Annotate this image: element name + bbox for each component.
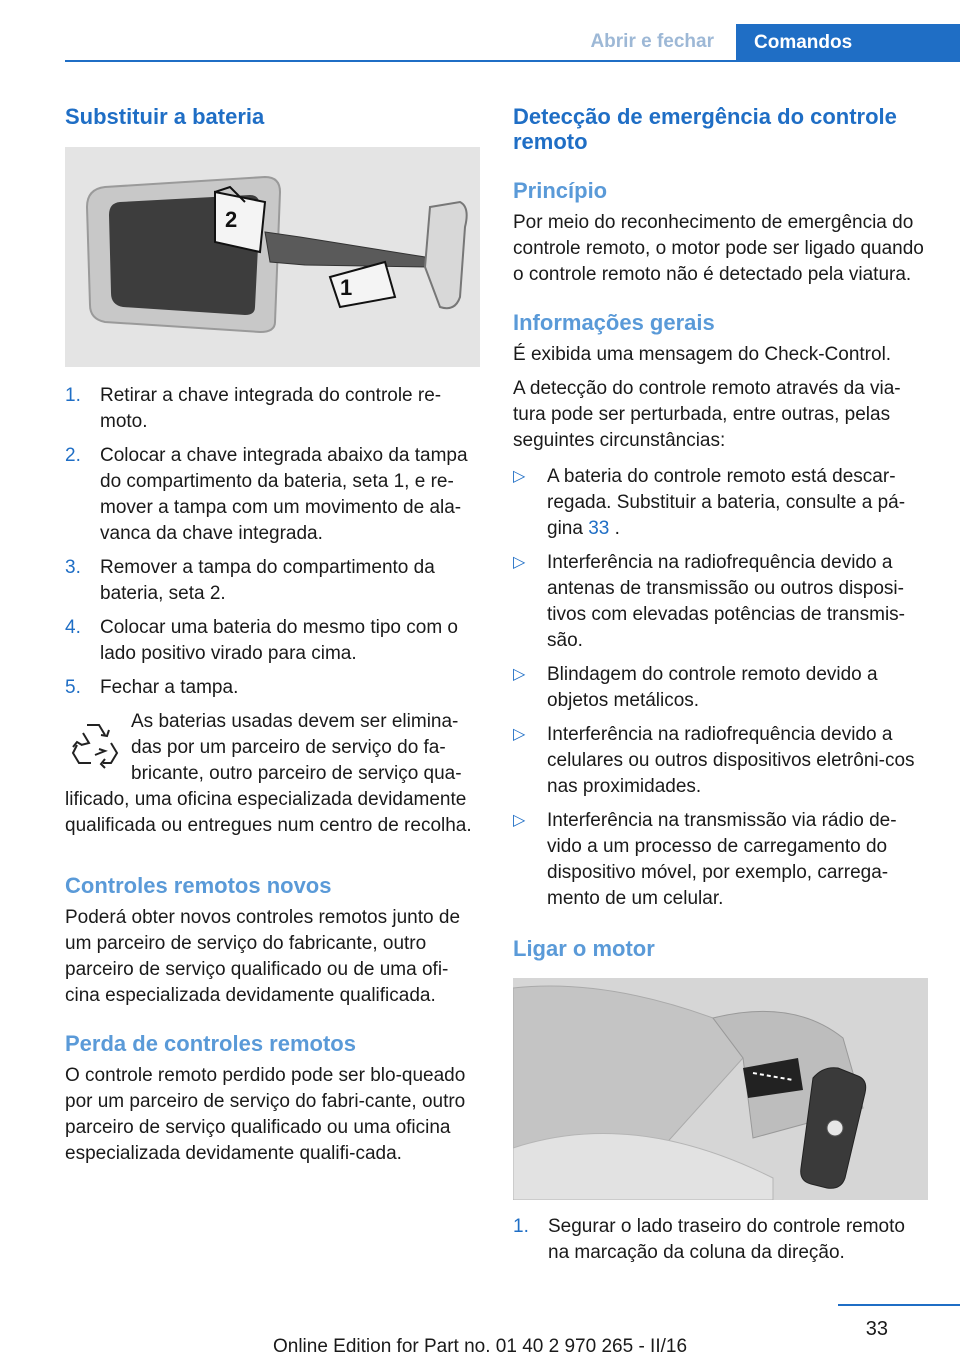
recycle-icon	[65, 715, 121, 771]
step-number: 2.	[65, 445, 81, 466]
bullet-text-after: .	[609, 518, 620, 539]
principle-title: Princípio	[513, 178, 608, 203]
right-column	[513, 100, 928, 1274]
step-number: 4.	[65, 617, 81, 638]
start-engine-title: Ligar o motor	[513, 936, 655, 961]
lost-remotes-text: O controle remoto perdido pode ser blo‐queado por um parceiro de serviço do fabri‐cante, outro parceiro de serviço qualificado ou uma oficina especializada devidamente qualifi‐cada.	[65, 1065, 466, 1164]
tab-section[interactable]: Abrir e fechar	[590, 31, 714, 52]
list-item	[513, 808, 928, 912]
general-text-1: É exibida uma mensagem do Check-Control.	[513, 344, 892, 365]
list-item	[513, 722, 928, 800]
step-text: Colocar a chave integrada abaixo da tampa do compartimento da bateria, seta 1, e re‐mover a tampa com um movimento de ala‐vanca da chave integrada.	[100, 445, 468, 544]
svg-text:1: 1	[340, 275, 353, 300]
page-number: 33	[865, 1318, 888, 1340]
triangle-bullet-icon: ▷	[513, 554, 526, 571]
tab-chapter[interactable]: Comandos	[736, 24, 960, 62]
edition-text: Online Edition for Part no. 01 40 2 970 265 - II/16	[272, 1336, 688, 1357]
step-number: 1.	[65, 385, 81, 406]
step-text: Remover a tampa do compartimento da bateria, seta 2.	[100, 557, 435, 604]
list-item	[513, 1214, 928, 1266]
step-number: 1.	[513, 1216, 529, 1237]
triangle-bullet-icon: ▷	[513, 726, 526, 743]
list-item	[65, 675, 480, 701]
start-engine-steps	[513, 1214, 928, 1266]
footer-edition	[0, 1336, 960, 1358]
bullet-text: Interferência na transmissão via rádio de‐vido a um processo de carregamento do dispositivo móvel, por exemplo, carrega‐mento de um celular.	[547, 810, 897, 909]
general-text-2: A detecção do controle remoto através da via‐tura pode ser perturbada, entre outras, pelas seguintes circunstâncias:	[513, 378, 901, 451]
bullet-text: Interferência na radiofrequência devido a celulares ou outros dispositivos eletrôni‐cos nas proximidades.	[547, 724, 915, 797]
bullet-text: A bateria do controle remoto está descar‐regada. Substituir a bateria, consulte a pá‐gina	[547, 466, 906, 539]
steering-column-illustration	[513, 978, 928, 1200]
recycle-note	[65, 709, 480, 839]
list-item	[65, 615, 480, 667]
header-rule	[65, 60, 960, 62]
list-item	[65, 443, 480, 547]
bullet-text: Interferência na radiofrequência devido a antenas de transmissão ou outros disposi‐tivos com elevadas potências de transmis‐são.	[547, 552, 905, 651]
list-item	[513, 662, 928, 714]
triangle-bullet-icon: ▷	[513, 812, 526, 829]
left-column	[65, 100, 480, 1167]
key-illustration	[65, 147, 480, 367]
battery-title: Substituir a bateria	[65, 104, 265, 129]
new-remotes-title: Controles remotos novos	[65, 873, 332, 898]
bullet-text: Blindagem do controle remoto devido a objetos metálicos.	[547, 664, 878, 711]
svg-text:2: 2	[225, 207, 238, 232]
list-item	[513, 464, 928, 542]
step-number: 3.	[65, 557, 81, 578]
page-link[interactable]: 33	[588, 518, 610, 539]
principle-text: Por meio do reconhecimento de emergência do controle remoto, o motor pode ser ligado quando o controle remoto não é detectado pela viatura.	[513, 212, 924, 285]
general-title: Informações gerais	[513, 310, 715, 335]
lost-remotes-title: Perda de controles remotos	[65, 1031, 356, 1056]
footer-rule	[838, 1304, 960, 1306]
page-header	[0, 0, 960, 64]
battery-steps	[65, 383, 480, 701]
new-remotes-text: Poderá obter novos controles remotos junto de um parceiro de serviço do fabricante, outro parceiro de serviço qualificado ou de uma ofi‐cina especializada devidamente qualificada.	[65, 907, 461, 1006]
list-item	[513, 550, 928, 654]
triangle-bullet-icon: ▷	[513, 666, 526, 683]
list-item	[65, 383, 480, 435]
triangle-bullet-icon: ▷	[513, 468, 526, 485]
step-text: Fechar a tampa.	[100, 677, 239, 698]
list-item	[65, 555, 480, 607]
battery-figure	[65, 147, 480, 367]
emergency-title: Detecção de emergência do controle remoto	[513, 104, 897, 154]
step-number: 5.	[65, 677, 81, 698]
start-engine-figure	[513, 978, 928, 1200]
circumstances-list	[513, 464, 928, 912]
recycle-text: As baterias usadas devem ser elimina‐das por um parceiro de serviço do fa‐bricante, outro parceiro de serviço qua‐lificado, uma oficina especializada devidamente qualificada ou entregues num centro de recolha.	[65, 711, 472, 836]
step-text: Retirar a chave integrada do controle re‐moto.	[100, 385, 442, 432]
step-text: Segurar o lado traseiro do controle remoto na marcação da coluna da direção.	[548, 1216, 905, 1263]
step-text: Colocar uma bateria do mesmo tipo com o lado positivo virado para cima.	[100, 617, 458, 664]
